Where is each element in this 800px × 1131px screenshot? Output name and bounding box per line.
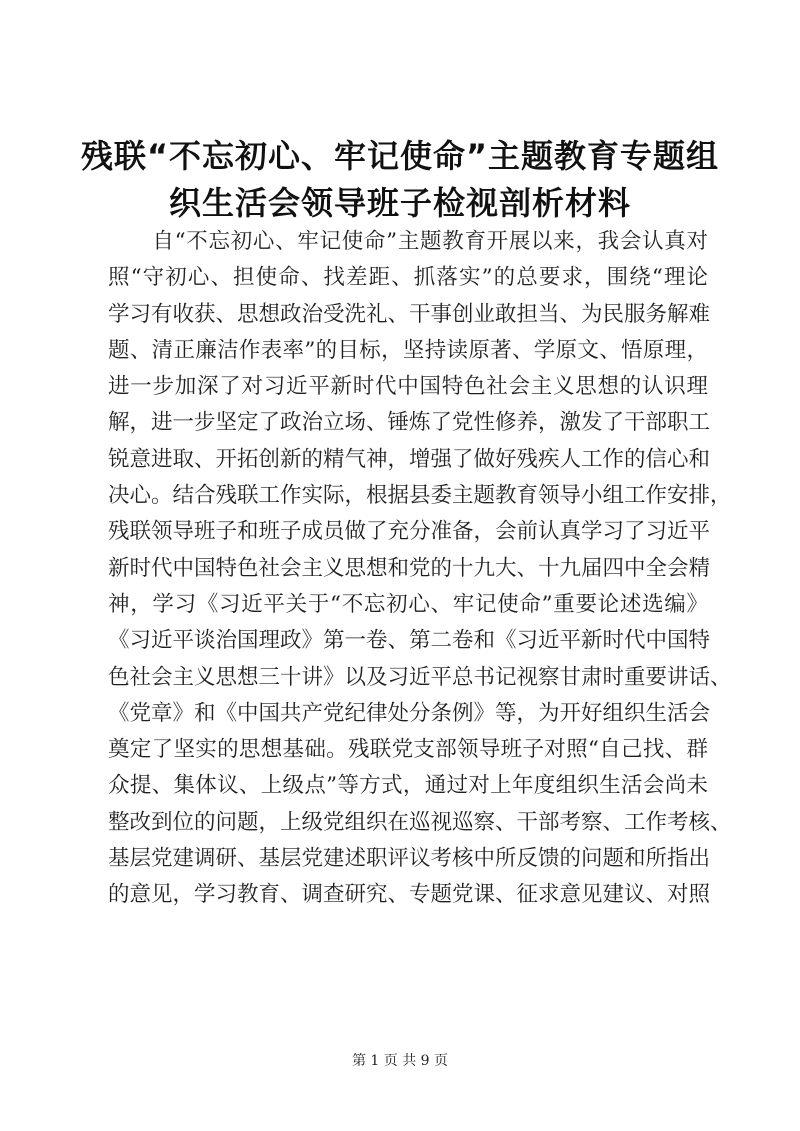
body-line: 《习近平谈治国理政》第一卷、第二卷和《习近平新时代中国特 — [108, 628, 711, 654]
body-line: 锐意进取、开拓创新的精气神，增强了做好残疾人工作的信心和 — [108, 446, 711, 472]
document-body — [108, 224, 732, 914]
body-line: 解，进一步坚定了政治立场、锤炼了党性修养，激发了干部职工 — [108, 410, 711, 436]
body-line: 众提、集体议、上级点”等方式，通过对上年度组织生活会尚未 — [108, 773, 708, 799]
body-line: 色社会主义思想三十讲》以及习近平总书记视察甘肃时重要讲话、 — [108, 664, 732, 690]
body-line: 题、清正廉洁作表率”的目标，坚持读原著、学原文、悟原理， — [108, 337, 708, 363]
body-line: 神，学习《习近平关于“不忘初心、牢记使命”重要论述选编》 — [108, 591, 708, 617]
page-footer: 第 1 页 共 9 页 — [351, 1053, 449, 1069]
body-line: 整改到位的问题，上级党组织在巡视巡察、干部考察、工作考核、 — [108, 809, 732, 835]
body-line: 进一步加深了对习近平新时代中国特色社会主义思想的认识理 — [108, 374, 708, 400]
body-line: 学习有收获、思想政治受洗礼、干事创业敢担当、为民服务解难 — [108, 301, 711, 327]
body-line: 奠定了坚实的思想基础。残联党支部领导班子对照“自己找、群 — [108, 737, 708, 763]
body-line: 新时代中国特色社会主义思想和党的十九大、十九届四中全会精 — [108, 555, 711, 581]
body-line: 自“不忘初心、牢记使命”主题教育开展以来，我会认真对 — [108, 229, 708, 254]
body-line: 的意见，学习教育、调查研究、专题党课、征求意见建议、对照 — [108, 882, 711, 908]
body-line: 照“守初心、担使命、找差距、抓落实”的总要求，围绕“理论 — [108, 265, 708, 291]
document-title-line-2: 织生活会领导班子检视剖析材料 — [168, 184, 631, 222]
body-line: 《党章》和《中国共产党纪律处分条例》等，为开好组织生活会 — [108, 700, 711, 726]
document-title-line-1: 残联“不忘初心、牢记使命”主题教育专题组 — [80, 137, 720, 175]
body-line: 基层党建调研、基层党建述职评议考核中所反馈的问题和所指出 — [108, 846, 711, 872]
body-line: 残联领导班子和班子成员做了充分准备，会前认真学习了习近平 — [108, 519, 711, 545]
body-line: 决心。结合残联工作实际，根据县委主题教育领导小组工作安排， — [108, 483, 732, 509]
